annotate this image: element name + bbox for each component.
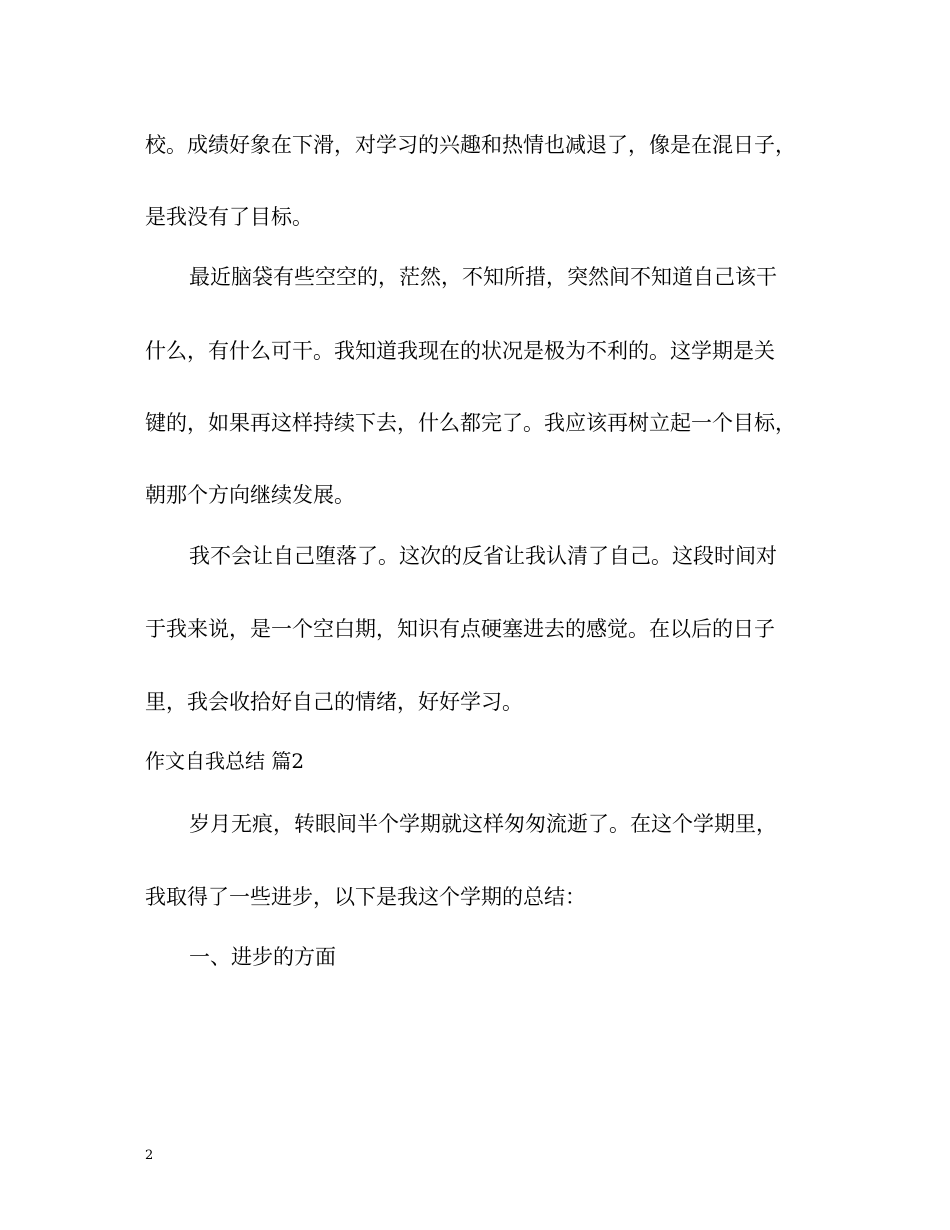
subsection-heading: 一、进步的方面: [189, 945, 336, 969]
body-text-line: 于我来说，是一个空白期，知识有点硬塞进去的感觉。在以后的日子: [145, 617, 775, 641]
paragraph-first-line: 岁月无痕，转眼间半个学期就这样匆匆流逝了。在这个学期里，: [189, 812, 777, 836]
body-text-line: 是我没有了目标。: [145, 205, 313, 229]
section-heading: 作文自我总结 篇2: [145, 749, 305, 773]
body-text-line: 朝那个方向继续发展。: [145, 483, 355, 507]
body-text-line: 我取得了一些进步，以下是我这个学期的总结：: [145, 885, 586, 909]
body-text-line: 校。成绩好象在下滑，对学习的兴趣和热情也减退了，像是在混日子，: [145, 133, 796, 157]
body-text-line: 什么，有什么可干。我知道我现在的状况是极为不利的。这学期是关: [145, 339, 775, 363]
body-text-line: 里，我会收拾好自己的情绪，好好学习。: [145, 690, 523, 714]
paragraph-first-line: 我不会让自己堕落了。这次的反省让我认清了自己。这段时间对: [189, 544, 777, 568]
body-text-line: 键的，如果再这样持续下去，什么都完了。我应该再树立起一个目标，: [145, 411, 796, 435]
page-number: 2: [145, 1148, 154, 1163]
paragraph-first-line: 最近脑袋有些空空的，茫然，不知所措，突然间不知道自己该干: [189, 265, 777, 289]
